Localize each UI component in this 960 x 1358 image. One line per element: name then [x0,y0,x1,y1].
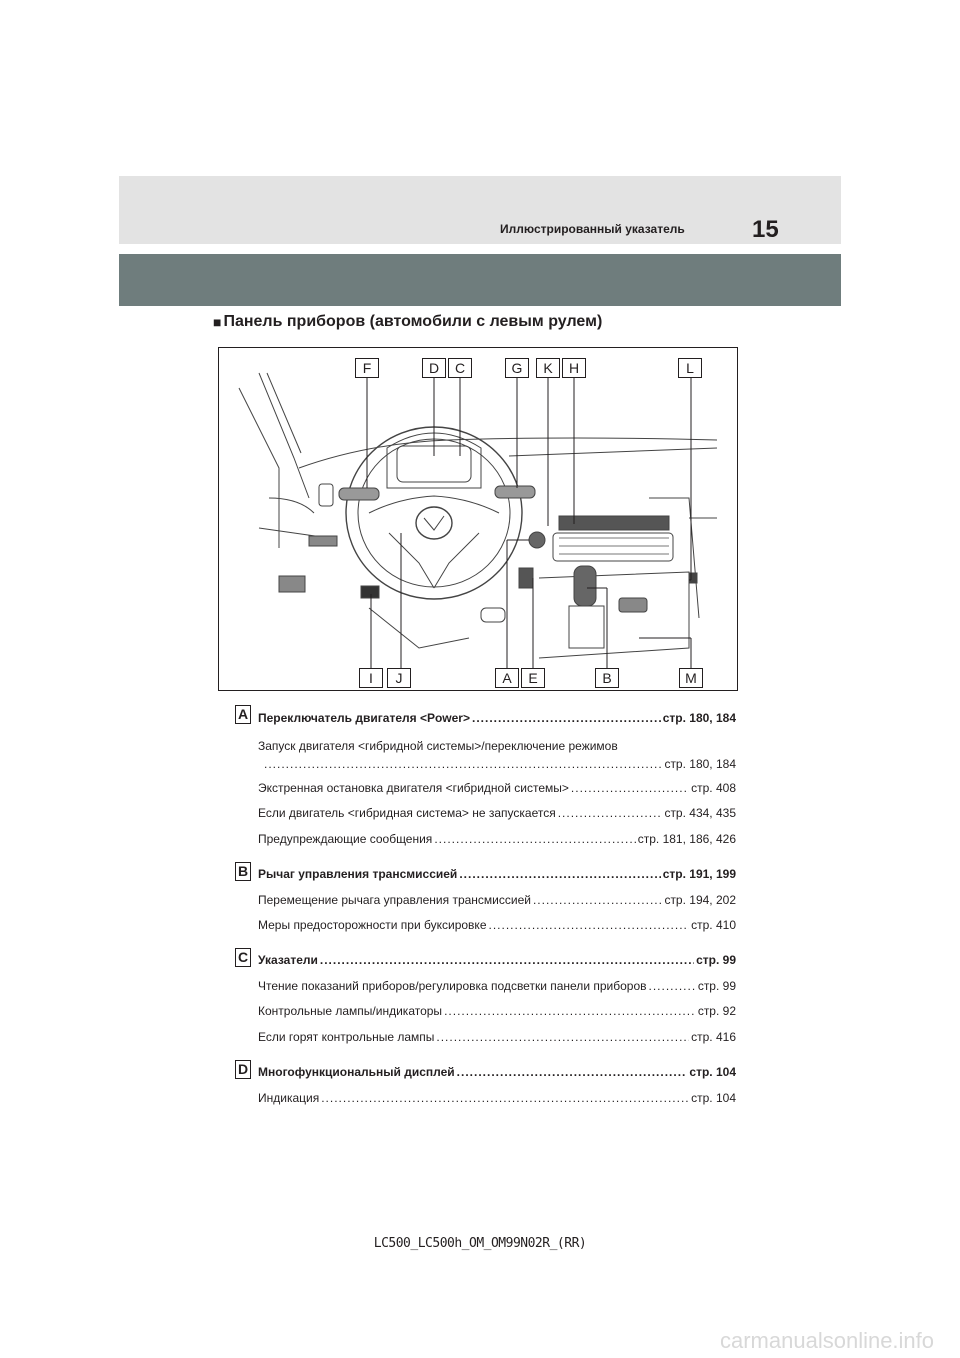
leader-dots [649,979,696,993]
entry-letter-b: B [235,862,251,881]
entry-page: стр. 104 [691,1091,736,1105]
leader-dots [444,1004,696,1018]
page-number: 15 [752,216,779,243]
callout-e: E [521,668,545,688]
entry-page: стр. 99 [696,953,736,967]
dashboard-drawing [219,348,739,692]
leader-dots [321,1091,689,1105]
callout-k: K [536,358,560,378]
entry-page: стр. 181, 186, 426 [637,832,736,846]
callout-l: L [678,358,702,378]
leader-dots [472,711,661,725]
callout-h: H [562,358,586,378]
entry-letter-d: D [235,1060,251,1079]
section-title-text: Панель приборов (автомобили с левым рулем) [223,313,603,330]
document-code-footer: LC500_LC500h_OM_OM99N02R_(RR) [373,1236,587,1251]
dashboard-illustration [218,347,738,691]
callout-g: G [505,358,529,378]
entry-main [258,1065,736,1079]
entry-page: стр. 104 [689,1065,736,1079]
entry-sub [262,757,736,771]
callout-a: A [495,668,519,688]
section-title [213,313,602,331]
entry-page: стр. 99 [697,979,736,993]
entry-title: Рычаг управления трансмиссией [258,867,458,881]
entry-main [258,711,736,725]
callout-j: J [387,668,411,688]
watermark: carmanualsonline.info [720,1328,935,1353]
entry-sub-text: Перемещение рычага управления трансмиссией [258,893,531,907]
entry-main [258,867,736,881]
header-title: Иллюстрированный указатель [500,222,685,236]
entry-main [258,953,736,967]
leader-dots [436,1030,689,1044]
callout-d: D [422,358,446,378]
entry-page: стр. 191, 199 [662,867,736,881]
entry-sub [258,739,736,753]
entry-sub [258,781,736,795]
entry-sub-text: Если двигатель <гибридная система> не запускается [258,806,556,820]
entry-sub-text: Индикация [258,1091,320,1105]
entry-sub-text: Предупреждающие сообщения [258,832,433,846]
entry-sub [258,979,736,993]
entry-letter-c: C [235,948,251,967]
entry-sub-text: Экстренная остановка двигателя <гибридной системы> [258,781,569,795]
entry-page: стр. 194, 202 [664,893,736,907]
callout-i: I [359,668,383,688]
entry-page: стр. 416 [691,1030,736,1044]
callout-b: B [595,668,619,688]
header-band [119,176,841,244]
entry-page: стр. 180, 184 [662,711,736,725]
entry-letter-a: A [235,705,251,724]
leader-dots [558,806,663,820]
entry-sub [258,1030,736,1044]
header-bar [119,254,841,306]
leader-dots [459,867,660,881]
entry-title: Переключатель двигателя <Power> [258,711,470,725]
leader-dots [533,893,662,907]
leader-dots [571,781,689,795]
entry-sub-text: Контрольные лампы/индикаторы [258,1004,443,1018]
entry-sub [258,1004,736,1018]
leader-dots [434,832,635,846]
entry-sub [258,1091,736,1105]
leader-dots [457,1065,688,1079]
entry-page: стр. 434, 435 [664,806,736,820]
entry-page: стр. 408 [691,781,736,795]
entry-sub-text: Если горят контрольные лампы [258,1030,435,1044]
entry-page: стр. 180, 184 [664,757,736,771]
entry-page: стр. 410 [691,918,736,932]
entry-sub [258,832,736,846]
leader-dots [320,953,694,967]
callout-c: C [448,358,472,378]
callout-m: M [679,668,703,688]
entry-sub [258,806,736,820]
entry-sub-text: Меры предосторожности при буксировке [258,918,487,932]
leader-dots [489,918,690,932]
entry-title: Многофункциональный дисплей [258,1065,455,1079]
entry-sub [258,918,736,932]
section-marker: ■ [213,314,222,330]
entry-page: стр. 92 [697,1004,736,1018]
leader-dots [264,757,662,771]
callout-f: F [355,358,379,378]
entry-sub [258,893,736,907]
entry-title: Указатели [258,953,318,967]
entry-sub-text: Запуск двигателя <гибридной системы>/переключение режимов [258,739,618,753]
entry-sub-text: Чтение показаний приборов/регулировка подсветки панели приборов [258,979,647,993]
